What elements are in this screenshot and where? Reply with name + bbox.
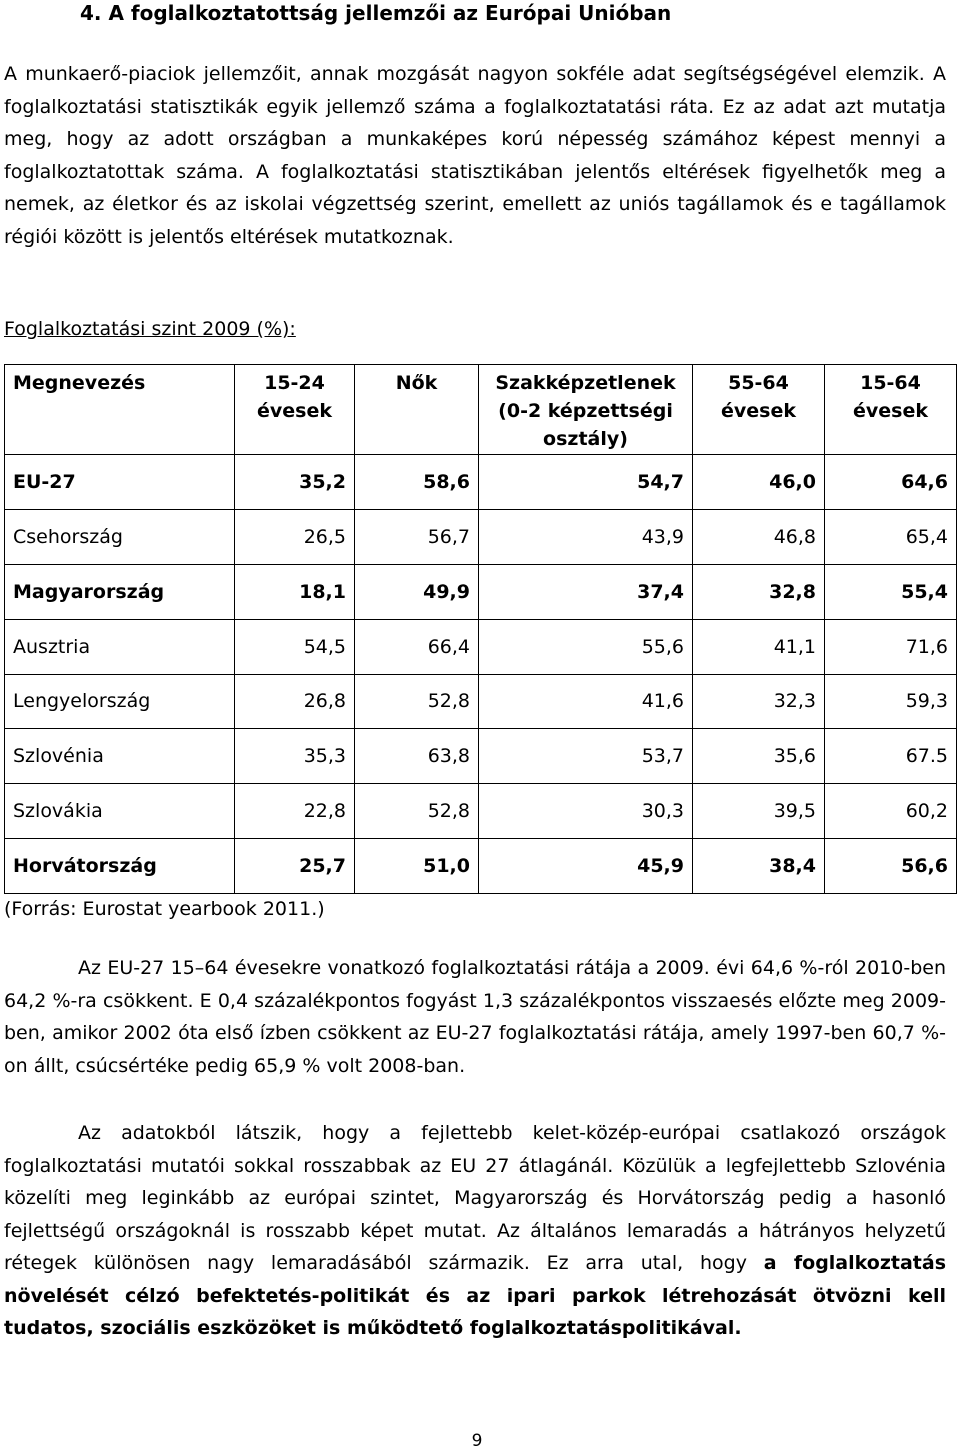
- value-cell: 35,6: [693, 729, 825, 784]
- value-cell: 54,5: [235, 619, 355, 674]
- value-cell: 46,0: [693, 455, 825, 510]
- table-body: [5, 455, 957, 894]
- value-cell: 35,2: [235, 455, 355, 510]
- value-cell: 56,6: [825, 839, 957, 894]
- value-cell: 49,9: [355, 564, 479, 619]
- table-row: [5, 619, 957, 674]
- value-cell: 60,2: [825, 784, 957, 839]
- value-cell: 38,4: [693, 839, 825, 894]
- value-cell: 58,6: [355, 455, 479, 510]
- value-cell: 37,4: [479, 564, 693, 619]
- table-row: [5, 564, 957, 619]
- table-header-row: [5, 365, 957, 455]
- value-cell: 56,7: [355, 509, 479, 564]
- row-label: Szlovákia: [5, 784, 235, 839]
- value-cell: 35,3: [235, 729, 355, 784]
- conclusion-paragraph: [4, 1117, 946, 1345]
- value-cell: 26,8: [235, 674, 355, 729]
- value-cell: 64,6: [825, 455, 957, 510]
- value-cell: 32,3: [693, 674, 825, 729]
- header-cell: 55-64 évesek: [693, 365, 825, 455]
- page-number: 9: [471, 1431, 483, 1451]
- value-cell: 66,4: [355, 619, 479, 674]
- value-cell: 51,0: [355, 839, 479, 894]
- value-cell: 26,5: [235, 509, 355, 564]
- row-label: Csehország: [5, 509, 235, 564]
- value-cell: 32,8: [693, 564, 825, 619]
- table-caption: Foglalkoztatási szint 2009 (%):: [4, 318, 296, 340]
- value-cell: 55,6: [479, 619, 693, 674]
- table-row: [5, 784, 957, 839]
- value-cell: 52,8: [355, 674, 479, 729]
- value-cell: 55,4: [825, 564, 957, 619]
- row-label: Horvátország: [5, 839, 235, 894]
- table-row: [5, 839, 957, 894]
- employment-table: [4, 364, 957, 894]
- table-source: (Forrás: Eurostat yearbook 2011.): [4, 898, 325, 920]
- header-cell: 15-64 évesek: [825, 365, 957, 455]
- value-cell: 53,7: [479, 729, 693, 784]
- table-row: [5, 455, 957, 510]
- eu-rate-paragraph: Az EU-27 15–64 évesekre vonatkozó foglalkoztatási rátája a 2009. évi 64,6 %-ról 2010-ben 64,2 %-ra csökkent. E 0,4 százalékpontos fogyást 1,3 százalékpontos visszaesés előzte meg 2009-ben, amikor 2002 óta első ízben csökkent az EU-27 foglalkoztatási rátája, amely 1997-ben 60,7 %-on állt, csúcsértéke pedig 65,9 % volt 2008-ban.: [4, 957, 946, 1077]
- value-cell: 63,8: [355, 729, 479, 784]
- value-cell: 25,7: [235, 839, 355, 894]
- intro-paragraph: A munkaerő-piaciok jellemzőit, annak mozgását nagyon sokféle adat segítségségével elemzik. A foglalkoztatási statisztikák egyik jellemző száma a foglalkoztatatási ráta. Ez az adat azt mutatja meg, hogy az adott országban a munkaképes korú népesség számához képest mennyi a foglalkoztatottak száma. A foglalkoztatási statisztikában jelentős eltérések figyelhetők meg a nemek, az életkor és az iskolai végzettség szerint, emellett az uniós tagállamok és e tagállamok régiói között is jelentős eltérések mutatkoznak.: [4, 63, 946, 248]
- value-cell: 39,5: [693, 784, 825, 839]
- row-label: Ausztria: [5, 619, 235, 674]
- conclusion-emphasis: a foglalkoztatás növelését célzó befektetés-politikát és az ipari parkok létrehozását ötvözni kell tudatos, szociális eszközöket is működtető foglalkoztatáspolitikával.: [4, 1252, 947, 1339]
- value-cell: 22,8: [235, 784, 355, 839]
- value-cell: 41,1: [693, 619, 825, 674]
- value-cell: 54,7: [479, 455, 693, 510]
- section-heading: 4. A foglalkoztatottság jellemzői az Európai Unióban: [80, 1, 672, 25]
- header-cell: Megnevezés: [5, 365, 235, 455]
- value-cell: 45,9: [479, 839, 693, 894]
- value-cell: 43,9: [479, 509, 693, 564]
- value-cell: 52,8: [355, 784, 479, 839]
- value-cell: 41,6: [479, 674, 693, 729]
- row-label: Szlovénia: [5, 729, 235, 784]
- value-cell: 18,1: [235, 564, 355, 619]
- value-cell: 67.5: [825, 729, 957, 784]
- value-cell: 71,6: [825, 619, 957, 674]
- header-cell: Szakképzetlenek (0-2 képzettségi osztály): [479, 365, 693, 455]
- row-label: EU-27: [5, 455, 235, 510]
- table-row: [5, 729, 957, 784]
- row-label: Lengyelország: [5, 674, 235, 729]
- header-cell: Nők: [355, 365, 479, 455]
- table-row: [5, 674, 957, 729]
- conclusion-text: Az adatokból látszik, hogy a fejlettebb kelet-közép-európai csatlakozó országok foglalkoztatási mutatói sokkal rosszabbak az EU 27 átlagánál. Közülük a legfejlettebb Szlovénia közelíti meg leginkább az európai szintet, Magyarország és Horvátország pedig a hasonló fejlettségű országoknál is rosszabb képet mutat. Az általános lemaradás a hátrányos helyzetű rétegek különösen nagy lemaradásából származik. Ez arra utal, hogy: [4, 1122, 946, 1274]
- table-row: [5, 509, 957, 564]
- value-cell: 65,4: [825, 509, 957, 564]
- value-cell: 59,3: [825, 674, 957, 729]
- row-label: Magyarország: [5, 564, 235, 619]
- value-cell: 46,8: [693, 509, 825, 564]
- header-cell: 15-24 évesek: [235, 365, 355, 455]
- value-cell: 30,3: [479, 784, 693, 839]
